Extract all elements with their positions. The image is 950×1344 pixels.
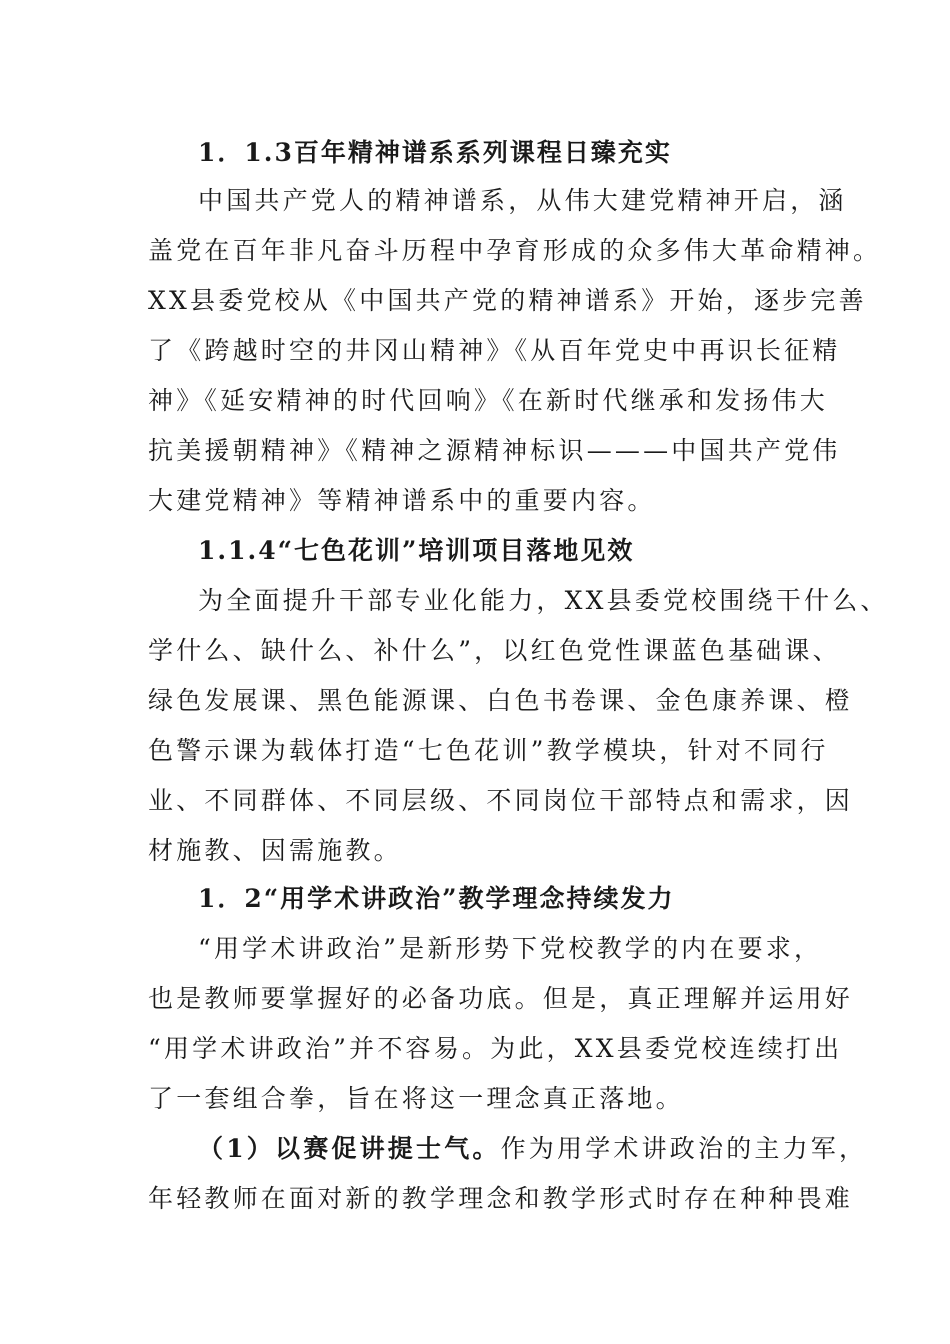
paragraph-line: 了《跨越时空的井冈山精神》《从百年党史中再识长征精	[148, 336, 841, 365]
paragraph-line: 神》《延安精神的时代回响》《在新时代继承和发扬伟大	[148, 386, 829, 415]
paragraph-line: 学什么、缺什么、补什么”，以红色党性课蓝色基础课、	[148, 636, 841, 665]
subsection-line	[198, 1134, 867, 1164]
section-heading-1-2: 1．2“用学术讲政治”教学理念持续发力	[198, 884, 675, 913]
paragraph-line: 绿色发展课、黑色能源课、白色书卷课、金色康养课、橙	[148, 686, 854, 715]
paragraph-line: 也是教师要掌握好的必备功底。但是，真正理解并运用好	[148, 984, 854, 1013]
paragraph-line: 为全面提升干部专业化能力，XX县委党校围绕干什么、	[198, 586, 889, 615]
paragraph-line: 色警示课为载体打造“七色花训”教学模块，针对不同行	[148, 736, 829, 765]
paragraph-line: 了一套组合拳，旨在将这一理念真正落地。	[148, 1084, 684, 1113]
subsection-bold-lead: （1）以赛促讲提士气。	[198, 1134, 501, 1163]
section-heading-1-1-4: 1.1.4“七色花训”培训项目落地见效	[198, 536, 635, 565]
paragraph-line: 材施教、因需施教。	[148, 836, 402, 865]
paragraph-line: 年轻教师在面对新的教学理念和教学形式时存在种种畏难	[148, 1184, 854, 1213]
subsection-rest: 作为用学术讲政治的主力军，	[500, 1134, 868, 1163]
paragraph-line: “用学术讲政治”是新形势下党校教学的内在要求，	[198, 934, 823, 963]
paragraph-line: 抗美援朝精神》《精神之源精神标识———中国共产党伟	[148, 436, 841, 465]
paragraph-line: XX县委党校从《中国共产党的精神谱系》开始，逐步完善	[148, 286, 867, 315]
section-heading-1-1-3: 1．1.3百年精神谱系系列课程日臻充实	[198, 138, 672, 167]
paragraph-line: 业、不同群体、不同层级、不同岗位干部特点和需求，因	[148, 786, 854, 815]
paragraph-line: 中国共产党人的精神谱系，从伟大建党精神开启，涵	[198, 186, 847, 215]
paragraph-line: “用学术讲政治”并不容易。为此，XX县委党校连续打出	[148, 1034, 843, 1063]
paragraph-line: 大建党精神》等精神谱系中的重要内容。	[148, 486, 656, 515]
paragraph-line: 盖党在百年非凡奋斗历程中孕育形成的众多伟大革命精神。	[148, 236, 882, 265]
